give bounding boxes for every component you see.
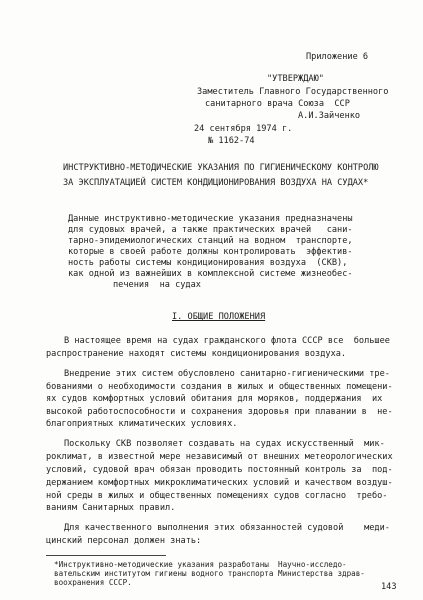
paragraph-line: роклимат, в известной мере независимый от внешних метеорологических <box>46 452 393 462</box>
appendix-label: Приложение 6 <box>306 52 369 62</box>
paragraph-line: распространение находят системы кондиционирования воздуха. <box>46 349 347 359</box>
paragraph-line: высокой работоспособности и сохранения здоровья при плавании в не- <box>46 407 393 417</box>
approval-date: 24 сентября 1974 г. <box>194 124 293 134</box>
paragraph-line: цинский персонал должен знать: <box>46 536 202 546</box>
paragraph-line: ях судов комфортных условий обитания для моряков, поддержания их <box>46 394 383 404</box>
approval-signatory: А.И.Зайченко <box>298 111 361 121</box>
paragraph-line: В настоящее время на судах гражданского флота СССР все большее <box>64 336 390 346</box>
page-number: 143 <box>381 582 397 592</box>
abstract-line: как одной из важнейших в комплексной системе жизнеобес- <box>68 269 353 279</box>
paragraph-line: условий, судовой врач обязан проводить постоянный контроль за под- <box>46 465 393 475</box>
paragraph-line: Для качественного выполнения этих обязанностей судовой меди- <box>64 523 390 533</box>
abstract-line: для судовых врачей, а также практических врачей сани- <box>68 225 353 235</box>
section-heading: I. ОБЩИЕ ПОЛОЖЕНИЯ <box>172 312 266 322</box>
abstract-line: тарно-эпидемиологических станций на водном транспорте, <box>68 236 353 246</box>
abstract-line: печения на судах <box>113 280 201 290</box>
abstract-line: ность работы системы кондиционирования воздуха (СКВ), <box>68 258 348 268</box>
title-line1: ИНСТРУКТИВНО-МЕТОДИЧЕСКИЕ УКАЗАНИЯ ПО ГИГИЕНИЧЕСКОМУ КОНТРОЛЮ <box>63 163 379 173</box>
paragraph-line: благоприятных климатических условиях. <box>46 419 238 429</box>
approval-position-line1: Заместитель Главного Государственного <box>197 87 389 97</box>
footnote-line: воохранения СССР. <box>54 578 132 587</box>
approval-position-line2: санитарного врача Союза ССР <box>205 99 350 109</box>
footnote-divider <box>46 555 166 556</box>
footnote-line: *Инструктивно-методические указания разработаны Научно-исследо- <box>54 560 347 569</box>
paragraph-line: держанием комфортных микроклиматических условий и качеством воздуш- <box>46 478 393 488</box>
approval-number: № 1162-74 <box>208 136 255 146</box>
paragraph-line: Внедрение этих систем обусловлено санитарно-гигиеническими тре- <box>64 369 390 379</box>
paragraph-line: бованиями о необходимости создания в жилых и общественных помещени- <box>46 382 393 392</box>
approval-stamp: "УТВЕРЖДАЮ" <box>267 74 324 84</box>
paragraph-line: Поскольку СКВ позволяет создавать на судах искусственный мик- <box>64 439 385 449</box>
title-line2: ЗА ЭКСПЛУАТАЦИЕЙ СИСТЕМ КОНДИЦИОНИРОВАНИЯ ВОЗДУХА НА СУДАХ* <box>63 178 369 188</box>
abstract-line: Данные инструктивно-методические указания предназначены <box>68 214 353 224</box>
paragraph-line: ной среды в жилых и общественных помещениях судов согласно требо- <box>46 491 388 501</box>
footnote-line: вательским институтом гигиены водного транспорта Министерства здрав- <box>54 569 365 578</box>
abstract-line: которые в своей работе должны контролировать эффектив- <box>68 247 353 257</box>
paragraph-line: ваниям Санитарных правил. <box>46 503 176 513</box>
